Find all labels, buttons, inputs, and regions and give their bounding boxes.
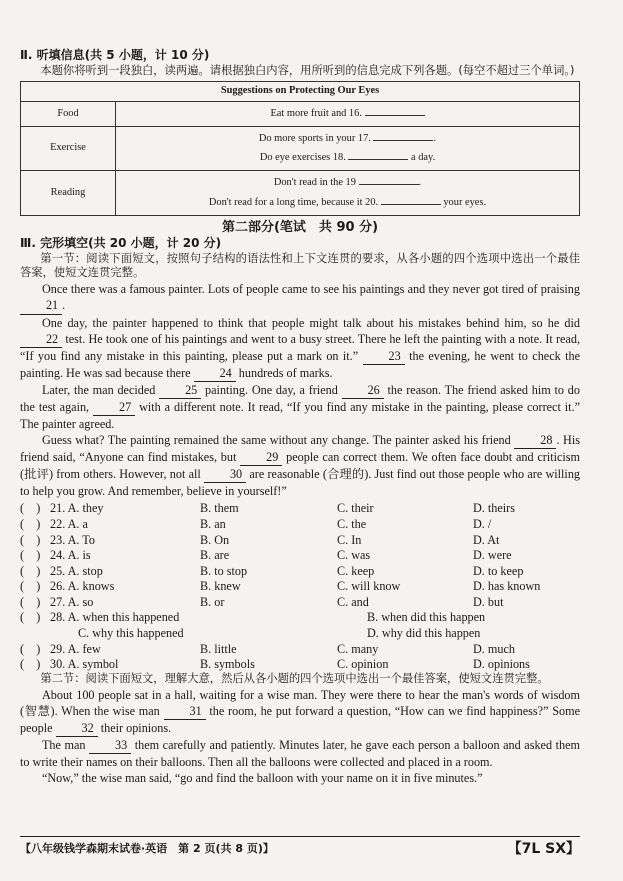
answer-bracket[interactable]: ( ) xyxy=(20,594,41,609)
table-row xyxy=(21,126,580,171)
option-row xyxy=(20,563,580,579)
passage-text: . xyxy=(62,298,66,313)
blank-30[interactable]: 30 xyxy=(204,466,246,483)
option-row xyxy=(20,516,580,532)
blank-27[interactable]: 27 xyxy=(93,399,135,416)
passage-text: painting. One day, a friend xyxy=(201,382,342,397)
passage-text: One day, the painter happened to think that people might talk about his mistakes behind him, so he did xyxy=(41,315,580,330)
suggestions-table xyxy=(20,81,580,216)
passage-paragraph xyxy=(20,770,580,786)
option-b[interactable]: B. when did this happen xyxy=(367,610,486,625)
answer-bracket[interactable]: ( ) xyxy=(20,532,41,547)
option-a[interactable]: 26. A. knows xyxy=(50,579,115,594)
options-list xyxy=(20,501,580,673)
option-row xyxy=(20,610,580,626)
passage-text: them carefully and patiently. Minutes later, he gave each person a balloon and asked them to write their names on their balloons. Then all the balloons were collected and placed in a room. xyxy=(20,738,580,770)
option-b[interactable]: B. or xyxy=(200,594,225,609)
table-title: Suggestions on Protecting Our Eyes xyxy=(21,81,580,101)
blank-29[interactable]: 29 xyxy=(240,449,282,466)
answer-bracket[interactable]: ( ) xyxy=(20,657,41,672)
blank-28[interactable]: 28 xyxy=(514,432,556,449)
passage-text: Later, the man decided xyxy=(41,382,160,397)
option-c[interactable]: C. why this happened xyxy=(78,626,184,641)
answer-bracket[interactable]: ( ) xyxy=(20,563,41,578)
option-c[interactable]: C. their xyxy=(337,501,374,516)
answer-bracket[interactable]: ( ) xyxy=(20,501,41,516)
option-b[interactable]: B. knew xyxy=(200,579,241,594)
passage-text: Once there was a famous painter. Lots of people came to see his paintings and they never got tired of praising xyxy=(41,282,580,297)
cloze-heading: Ⅲ. 完形填空(共 20 小题，计 20 分) xyxy=(20,235,222,250)
exam-page xyxy=(20,48,580,787)
passage-text: hundreds of marks. xyxy=(235,365,333,380)
table-row xyxy=(21,171,580,216)
footer-code: 【7L SX】 xyxy=(507,841,580,857)
option-c[interactable]: C. the xyxy=(337,516,367,531)
option-row xyxy=(20,641,580,657)
blank-32[interactable]: 32 xyxy=(56,720,98,737)
passage-text: people can correct them. We often face doubt and criticism (批评) from others. However, not all xyxy=(20,450,581,482)
blank-21[interactable]: 21 xyxy=(20,297,62,314)
passage-text: About 100 people sat in a hall, waiting for a wise man. They were there to hear the man's words of wisdom (智慧). When the wise man xyxy=(20,688,580,719)
option-d[interactable]: D. / xyxy=(473,516,492,531)
option-row xyxy=(20,547,580,563)
blank-31[interactable]: 31 xyxy=(164,703,206,720)
option-a[interactable]: 27. A. so xyxy=(50,594,94,609)
cloze-passage-1 xyxy=(20,281,580,499)
table-row xyxy=(21,101,580,126)
option-c[interactable]: C. opinion xyxy=(337,657,389,672)
option-d[interactable]: D. why did this happen xyxy=(367,626,481,641)
option-b[interactable]: B. them xyxy=(200,501,239,516)
option-row xyxy=(20,579,580,595)
row-content: Eat more fruit and 16. xyxy=(116,101,580,126)
passage-text: the room, he put forward a question, “How can we find happiness?” Some people xyxy=(20,704,581,736)
option-c[interactable]: C. was xyxy=(337,548,371,563)
passage-paragraph xyxy=(20,687,580,737)
passage-text: their opinions. xyxy=(97,721,172,736)
option-a[interactable]: 29. A. few xyxy=(50,641,101,656)
passage-paragraph xyxy=(20,737,580,770)
passage-paragraph xyxy=(20,315,580,382)
page-footer xyxy=(20,836,580,858)
answer-bracket[interactable]: ( ) xyxy=(20,579,41,594)
answer-blank-20[interactable] xyxy=(381,204,441,205)
option-a[interactable]: 24. A. is xyxy=(50,548,91,563)
blank-23[interactable]: 23 xyxy=(363,348,405,365)
option-a[interactable]: 22. A. a xyxy=(50,516,88,531)
option-d[interactable]: D. At xyxy=(473,532,500,547)
answer-bracket[interactable]: ( ) xyxy=(20,516,41,531)
answer-blank-16[interactable] xyxy=(365,115,425,116)
option-a[interactable]: 23. A. To xyxy=(50,532,95,547)
option-row xyxy=(20,501,580,517)
option-d[interactable]: D. were xyxy=(473,548,512,563)
option-a[interactable]: 21. A. they xyxy=(50,501,104,516)
cloze-passage-2 xyxy=(20,687,580,787)
answer-blank-18[interactable] xyxy=(348,159,408,160)
option-c[interactable]: C. keep xyxy=(337,563,375,578)
option-c[interactable]: C. and xyxy=(337,594,369,609)
option-row xyxy=(20,625,580,641)
passage-text: the reason. The friend asked him to do the test again, xyxy=(20,382,580,415)
part2-title: 第二部分(笔试 共 90 分) xyxy=(221,219,379,235)
passage-text: test. He took one of his paintings and went to a busy street. There he left the painting with a note. It read, “If you find any mistake in this painting, please put a mark on it.” xyxy=(20,331,580,363)
row-category: Food xyxy=(21,101,116,126)
section1-instruction: 第一节：阅读下面短文，按照句子结构的语法性和上下文连贯的要求，从各小题的四个选项中选出一个最佳答案，使短文连贯完整。 xyxy=(20,251,580,280)
answer-bracket[interactable]: ( ) xyxy=(20,548,41,563)
listening-instruction: 本题你将听到一段独白，读两遍。请根据独白内容，用所听到的信息完成下列各题。(每空不超过三个单词。) xyxy=(40,63,575,77)
answer-blank-19[interactable] xyxy=(359,184,419,185)
answer-bracket[interactable]: ( ) xyxy=(20,610,41,625)
blank-26[interactable]: 26 xyxy=(342,382,384,399)
option-a[interactable]: 28. A. when this happened xyxy=(50,610,180,625)
blank-33[interactable]: 33 xyxy=(89,737,131,754)
option-c[interactable]: C. will know xyxy=(337,579,401,594)
passage-text: “Now,” the wise man said, “go and find the balloon with your name on it in five minutes.” xyxy=(41,771,483,786)
option-b[interactable]: B. to stop xyxy=(200,563,248,578)
passage-paragraph xyxy=(20,382,580,432)
blank-25[interactable]: 25 xyxy=(159,382,201,399)
option-d[interactable]: D. to keep xyxy=(473,563,524,578)
blank-24[interactable]: 24 xyxy=(194,365,236,382)
option-d[interactable]: D. theirs xyxy=(473,501,515,516)
option-row xyxy=(20,594,580,610)
option-d[interactable]: D. but xyxy=(473,594,504,609)
option-b[interactable]: B. On xyxy=(200,532,230,547)
passage-text: with a different note. It read, “If you find any mistake in the painting, please correct it.” The painter agreed. xyxy=(20,400,580,432)
passage-text: the evening, he went to check the painting. He was sad because there xyxy=(20,348,580,380)
option-d[interactable]: D. opinions xyxy=(473,657,530,672)
passage-text: Guess what? The painting remained the same without any change. The painter asked his friend xyxy=(41,433,515,448)
answer-blank-17[interactable] xyxy=(373,140,433,141)
option-a[interactable]: 25. A. stop xyxy=(50,563,103,578)
option-b[interactable]: B. an xyxy=(200,516,226,531)
option-c[interactable]: C. In xyxy=(337,532,362,547)
row-category: Reading xyxy=(21,171,116,216)
option-d[interactable]: D. much xyxy=(473,641,515,656)
passage-text: The man xyxy=(41,738,90,753)
option-row xyxy=(20,532,580,548)
row-category: Exercise xyxy=(21,126,116,171)
row-content: Do more sports in your 17. . Do eye exercises 18. a day. xyxy=(116,126,580,171)
option-c[interactable]: C. many xyxy=(337,641,379,656)
option-d[interactable]: D. has known xyxy=(473,579,541,594)
passage-text: are reasonable (合理的). Just find out those people who are willing to help you grow. And remember, believe in yourself!” xyxy=(20,467,581,499)
option-b[interactable]: B. symbols xyxy=(200,657,255,672)
listening-heading: Ⅱ. 听填信息(共 5 小题，计 10 分) xyxy=(20,48,210,62)
answer-bracket[interactable]: ( ) xyxy=(20,641,41,656)
option-a[interactable]: 30. A. symbol xyxy=(50,657,119,672)
option-b[interactable]: B. are xyxy=(200,548,230,563)
row-content: Don't read in the 19 . Don't read for a long time, because it 20. your eyes. xyxy=(116,171,580,216)
passage-paragraph xyxy=(20,281,580,314)
option-b[interactable]: B. little xyxy=(200,641,237,656)
footer-exam-info: 【八年级钱学森期末试卷·英语 第 2 页(共 8 页)】 xyxy=(20,841,274,855)
blank-22[interactable]: 22 xyxy=(20,331,62,348)
option-row xyxy=(20,657,580,673)
section2-instruction: 第二节：阅读下面短文，理解大意，然后从各小题的四个选项中选出一个最佳答案，使短文连贯完整。 xyxy=(40,672,549,686)
passage-paragraph xyxy=(20,432,580,499)
passage-text: . His friend said, “Anyone can find mistakes, but xyxy=(20,433,580,465)
